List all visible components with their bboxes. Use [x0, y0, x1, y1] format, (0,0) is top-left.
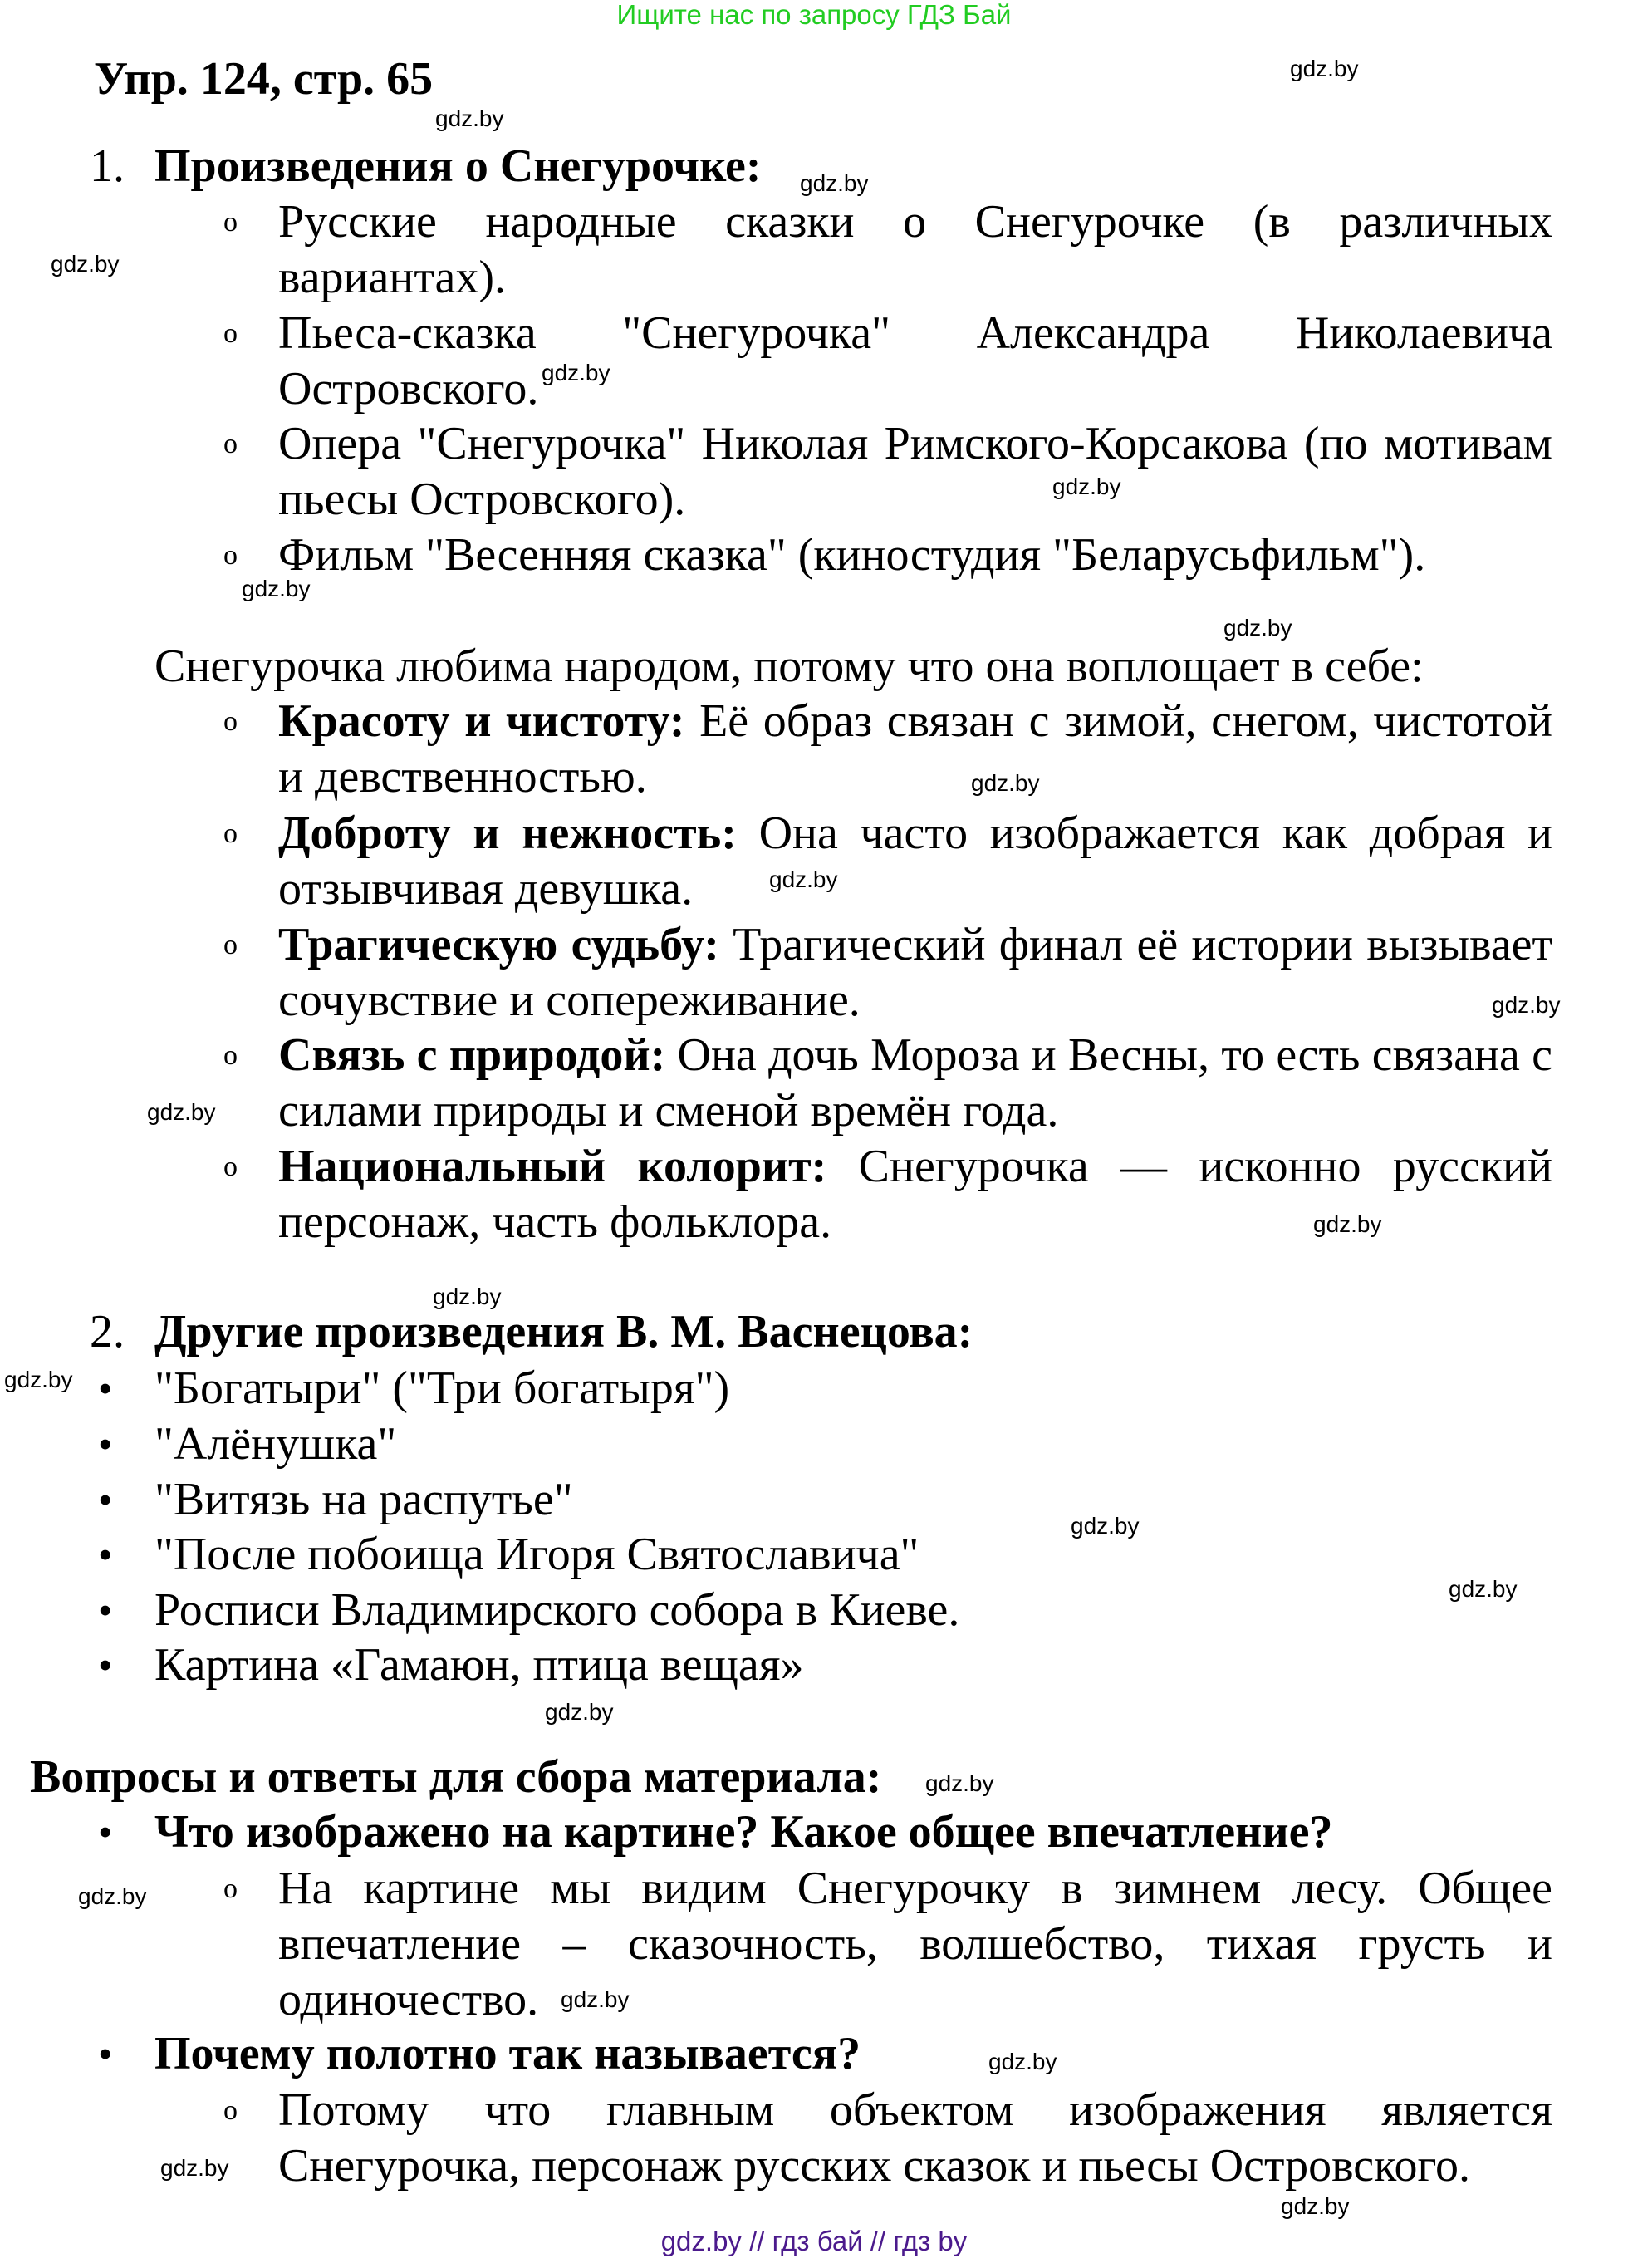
list-item	[223, 917, 1552, 1028]
hollow-bullet-icon: o	[223, 318, 238, 349]
watermark: gdz.by	[242, 576, 311, 601]
list-item	[98, 1361, 730, 1416]
answer	[223, 2083, 1552, 2194]
answer-text: На картине мы видим Снегурочку в зимнем лесу. Общее впечатление – сказочность, волшебство, тихая грусть и одиночество.	[278, 1863, 1552, 2025]
watermark: gdz.by	[4, 1367, 73, 1392]
answer-text: Потому что главным объектом изображения является Снегурочка, персонаж русских сказок и пьесы Островского.	[278, 2084, 1552, 2192]
list-item	[98, 1472, 573, 1528]
list-item	[98, 1637, 804, 1693]
hollow-bullet-icon: o	[223, 207, 238, 238]
item-text: Опера "Снегурочка" Николая Римского-Корсакова (по мотивам пьесы Островского).	[278, 418, 1552, 525]
item-text: Русские народные сказки о Снегурочке (в различных вариантах).	[278, 196, 1552, 303]
hollow-bullet-icon: o	[223, 818, 238, 849]
watermark: gdz.by	[769, 866, 838, 892]
question	[98, 1804, 1333, 1860]
hollow-bullet-icon: o	[223, 429, 238, 459]
watermark: gdz.by	[433, 1284, 502, 1309]
watermark: gdz.by	[1071, 1513, 1140, 1539]
watermark: gdz.by	[545, 1699, 614, 1725]
hollow-bullet-icon: o	[223, 1873, 238, 1904]
watermark: gdz.by	[51, 251, 120, 277]
watermark: gdz.by	[1492, 992, 1561, 1018]
bullet-icon: •	[98, 1365, 113, 1411]
item-text: "После побоища Игоря Святославича"	[154, 1529, 919, 1580]
hollow-bullet-icon: o	[223, 930, 238, 960]
watermark: gdz.by	[147, 1099, 216, 1125]
item-text: Росписи Владимирского собора в Киеве.	[154, 1584, 960, 1636]
item-text: Фильм "Весенняя сказка" (киностудия "Беларусьфильм").	[278, 529, 1426, 581]
search-banner: Ищите нас по запросу ГДЗ Бай	[616, 0, 1012, 30]
item-text: Трагический финал её истории вызывает сочувствие и сопереживание.	[278, 919, 1552, 1026]
watermark: gdz.by	[542, 360, 610, 385]
bullet-icon: •	[98, 1809, 113, 1855]
list-item	[223, 528, 1552, 583]
page-title: Упр. 124, стр. 65	[94, 53, 434, 105]
watermark: gdz.by	[1313, 1211, 1382, 1237]
heading-text: Другие произведения В. М. Васнецова:	[154, 1306, 973, 1357]
item-text: "Богатыри" ("Три богатыря")	[154, 1362, 730, 1414]
item-text: Её образ связан с зимой, снегом, чистотой и девственностью.	[278, 695, 1552, 803]
hollow-bullet-icon: o	[223, 2095, 238, 2126]
question	[98, 2026, 861, 2082]
intro-text: Снегурочка любима народом, потому что она воплощает в себе:	[154, 641, 1424, 692]
watermark: gdz.by	[1449, 1576, 1518, 1602]
watermark: gdz.by	[1281, 2193, 1350, 2219]
watermark: gdz.by	[160, 2155, 229, 2181]
question-text: Почему полотно так называется?	[154, 2028, 861, 2079]
bullet-icon: •	[98, 1642, 113, 1688]
list-item	[98, 1527, 919, 1583]
watermark: gdz.by	[1052, 474, 1121, 499]
item-label: Трагическую судьбу:	[278, 919, 719, 970]
watermark: gdz.by	[435, 106, 504, 131]
bullet-icon: •	[98, 1531, 113, 1578]
section1-heading	[90, 139, 762, 194]
item-text: Картина «Гамаюн, птица вещая»	[154, 1639, 804, 1691]
hollow-bullet-icon: o	[223, 1040, 238, 1071]
bullet-icon: •	[98, 2030, 113, 2077]
watermark: gdz.by	[1223, 615, 1292, 641]
item-label: Доброту и нежность:	[278, 808, 737, 859]
list-item	[98, 1583, 960, 1638]
item-label: Красоту и чистоту:	[278, 695, 685, 747]
answer	[223, 1861, 1552, 2028]
list-item	[223, 694, 1552, 805]
watermark: gdz.by	[800, 170, 869, 196]
watermark: gdz.by	[925, 1770, 994, 1796]
item-text: Пьеса-сказка "Снегурочка" Александра Николаевича Островского.	[278, 307, 1552, 415]
item-label: Национальный колорит:	[278, 1141, 827, 1192]
watermark: gdz.by	[561, 1986, 630, 2012]
list-item	[223, 1028, 1552, 1139]
hollow-bullet-icon: o	[223, 540, 238, 571]
footer-links: gdz.by // гдз бай // гдз by	[660, 2226, 968, 2256]
list-item	[98, 1416, 397, 1472]
list-item	[223, 416, 1552, 528]
watermark: gdz.by	[988, 2049, 1057, 2074]
item-text: Она часто изображается как добрая и отзывчивая девушка.	[278, 808, 1552, 915]
list-item	[223, 194, 1552, 306]
hollow-bullet-icon: o	[223, 706, 238, 737]
bullet-icon: •	[98, 1587, 113, 1633]
bullet-icon: •	[98, 1421, 113, 1467]
section-number: 1.	[90, 140, 125, 192]
list-item	[223, 306, 1552, 417]
question-text: Что изображено на картине? Какое общее впечатление?	[154, 1806, 1333, 1858]
qa-heading: Вопросы и ответы для сбора материала:	[30, 1751, 882, 1803]
section2-heading	[90, 1304, 973, 1360]
list-item	[223, 806, 1552, 917]
item-label: Связь с природой:	[278, 1029, 666, 1081]
watermark: gdz.by	[1290, 56, 1359, 81]
item-text: Снегурочка — исконно русский персонаж, часть фольклора.	[278, 1141, 1552, 1248]
item-text: "Витязь на распутье"	[154, 1474, 573, 1525]
heading-text: Произведения о Снегурочке:	[154, 140, 762, 192]
watermark: gdz.by	[971, 770, 1040, 796]
bullet-icon: •	[98, 1476, 113, 1523]
item-text: Она дочь Мороза и Весны, то есть связана с силами природы и сменой времён года.	[278, 1029, 1552, 1136]
hollow-bullet-icon: o	[223, 1151, 238, 1182]
watermark: gdz.by	[78, 1883, 147, 1909]
section-number: 2.	[90, 1306, 125, 1357]
item-text: "Алёнушка"	[154, 1418, 397, 1470]
